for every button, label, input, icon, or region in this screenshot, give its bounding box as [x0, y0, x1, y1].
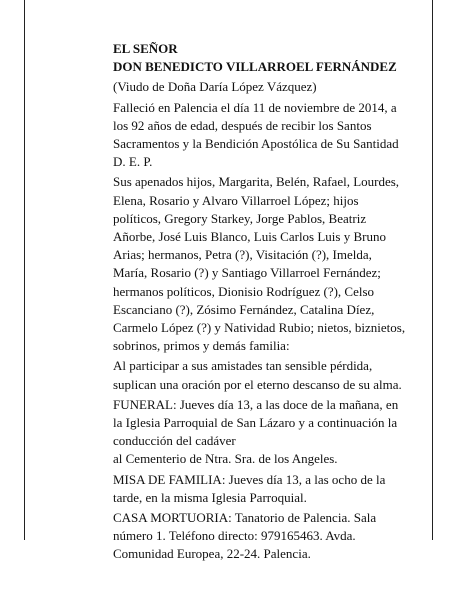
text-line: María, Rosario (?) y Santiago Villarroel Fernández; — [113, 265, 381, 281]
text-line: sobrinos, primos y demás familia: — [113, 338, 290, 354]
text-line: Comunidad Europea, 22-24. Palencia. — [113, 546, 311, 562]
text-line: FUNERAL: Jueves día 13, a las doce de la mañana, en — [113, 396, 399, 412]
text-line: Escanciano (?), Zósimo Fernández, Catalina Díez, — [113, 301, 375, 317]
right-border-line — [432, 0, 433, 540]
text-line: Falleció en Palencia el día 11 de noviembre de 2014, a — [113, 99, 397, 115]
text-line: suplican una oración por el eterno descanso de su alma. — [113, 376, 402, 392]
text-line: al Cementerio de Ntra. Sra. de los Angeles. — [113, 451, 338, 467]
notice-subtitle — [113, 78, 423, 96]
text-line: políticos, Gregory Starkey, Jorge Pablos, Beatriz — [113, 210, 367, 226]
death-paragraph — [113, 99, 423, 172]
notice-body — [113, 99, 423, 564]
text-line: hermanos políticos, Dionisio Rodríguez (?), Celso — [113, 283, 375, 299]
text-line: los 92 años de edad, después de recibir los Santos — [113, 117, 372, 133]
text-line: CASA MORTUORIA: Tanatorio de Palencia. Sala — [113, 510, 377, 526]
text-line: D. E. P. — [113, 154, 153, 170]
title-line: EL SEÑOR — [113, 41, 178, 56]
family-paragraph — [113, 173, 423, 355]
text-line: Añorbe, José Luis Blanco, Luis Carlos Luis y Bruno — [113, 229, 386, 245]
funeral-home-paragraph — [113, 509, 423, 564]
text-line: MISA DE FAMILIA: Jueves día 13, a las ocho de la — [113, 471, 386, 487]
obituary-notice — [113, 40, 423, 566]
text-line: número 1. Teléfono directo: 979165463. Avda. — [113, 528, 356, 544]
text-line: la Iglesia Parroquial de San Lázaro y a continuación la — [113, 415, 398, 431]
text-line: Sacramentos y la Bendición Apostólica de Su Santidad — [113, 136, 399, 152]
notice-title — [113, 40, 423, 76]
family-mass-paragraph — [113, 471, 423, 507]
subtitle-line: (Viudo de Doña Daría López Vázquez) — [113, 79, 317, 95]
text-line: Al participar a sus amistades tan sensible pérdida, — [113, 358, 373, 374]
text-line: tarde, en la misma Iglesia Parroquial. — [113, 489, 307, 505]
prayer-paragraph — [113, 357, 423, 393]
text-line: Carmelo López (?) y Natividad Rubio; nietos, biznietos, — [113, 320, 406, 336]
text-line: Sus apenados hijos, Margarita, Belén, Rafael, Lourdes, — [113, 174, 400, 190]
left-border-line — [24, 0, 25, 540]
text-line: Elena, Rosario y Alvaro Villarroel López; hijos — [113, 192, 359, 208]
text-line: Arias; hermanos, Petra (?), Visitación (?), Imelda, — [113, 247, 372, 263]
title-line: DON BENEDICTO VILLARROEL FERNÁNDEZ — [113, 59, 397, 75]
text-line: conducción del cadáver — [113, 433, 236, 449]
funeral-paragraph — [113, 396, 423, 469]
